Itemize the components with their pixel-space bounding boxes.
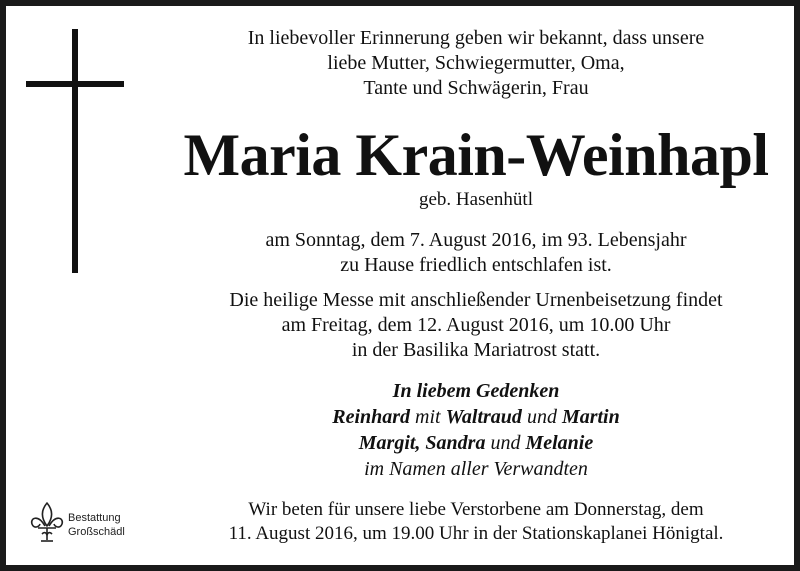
maiden-name: geb. Hasenhütl <box>419 189 533 210</box>
intro-text <box>136 26 800 101</box>
mass-line-1: Die heilige Messe mit anschließender Urnenbeisetzung findet <box>229 289 723 311</box>
death-line-2: zu Hause friedlich entschlafen ist. <box>340 254 612 276</box>
memory-names-line-1 <box>136 404 800 430</box>
death-line-1: am Sonntag, dem 7. August 2016, im 93. Lebensjahr <box>265 229 687 251</box>
funeral-home-logo <box>28 500 158 550</box>
logo-line-2: Großschädl <box>68 526 125 538</box>
mourner-name: Reinhard <box>332 406 411 428</box>
death-notice <box>136 228 800 278</box>
mass-notice <box>136 288 800 363</box>
prayer-line-1: Wir beten für unsere liebe Verstorbene am Donnerstag, dem <box>248 499 704 520</box>
conjunction: und <box>526 406 557 428</box>
mourner-name: Melanie <box>525 432 594 454</box>
intro-line-1: In liebevoller Erinnerung geben wir bekannt, dass unsere <box>247 27 705 49</box>
fleur-de-lis-icon <box>28 500 66 546</box>
mourner-name: Margit, Sandra <box>358 432 486 454</box>
conjunction: mit <box>415 406 441 428</box>
intro-line-2: liebe Mutter, Schwiegermutter, Oma, <box>327 52 625 74</box>
logo-line-1: Bestattung <box>68 512 121 524</box>
obituary-card <box>6 6 794 565</box>
intro-line-3: Tante und Schwägerin, Frau <box>363 77 589 99</box>
prayer-notice <box>136 498 800 546</box>
conjunction: und <box>490 432 521 454</box>
memory-closing: im Namen aller Verwandten <box>364 458 588 480</box>
memory-heading: In liebem Gedenken <box>392 380 560 402</box>
memory-block <box>136 378 800 482</box>
memory-names-line-2 <box>136 430 800 456</box>
mourner-name: Waltraud <box>445 406 522 428</box>
mourner-name: Martin <box>561 406 620 428</box>
prayer-line-2: 11. August 2016, um 19.00 Uhr in der Stationskaplanei Hönigtal. <box>228 523 724 544</box>
mass-line-2: am Freitag, dem 12. August 2016, um 10.00 Uhr <box>281 314 671 336</box>
deceased-name: Maria Krain-Weinhapl <box>183 122 769 188</box>
mass-line-3: in der Basilika Mariatrost statt. <box>351 339 601 361</box>
